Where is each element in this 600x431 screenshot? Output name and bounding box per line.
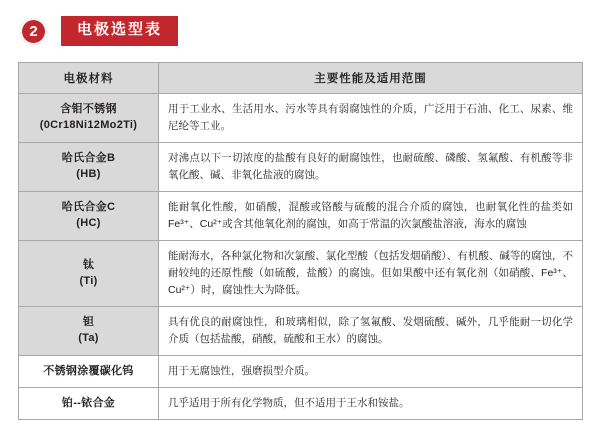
cell-material bbox=[19, 241, 159, 307]
material-name-line1: 含钼不锈钢 bbox=[60, 103, 117, 116]
cell-description: 能耐海水，各种氯化物和次氯酸、氯化型酸（包括发烟硝酸）、有机酸、碱等的腐蚀，不耐较纯的还原性酸（如硫酸，盐酸）的腐蚀。但如果酸中还有氧化剂（如硝酸、Fe³⁺、Cu²⁺）时，腐蚀性大为降低。 bbox=[159, 241, 583, 307]
cell-description: 能耐氧化性酸，如硝酸，混酸或铬酸与硫酸的混合介质的腐蚀，也耐氧化性的盐类如Fe³⁺、Cu²⁺或含其他氧化剂的腐蚀，如高于常温的次氯酸盐溶液，海水的腐蚀 bbox=[159, 192, 583, 241]
table-row bbox=[19, 94, 583, 143]
cell-description: 用于无腐蚀性，强磨损型介质。 bbox=[159, 356, 583, 388]
material-name-line1: 哈氏合金C bbox=[61, 201, 116, 214]
column-header-description: 主要性能及适用范围 bbox=[159, 63, 583, 94]
material-name-line1: 钽 bbox=[82, 316, 95, 329]
cell-description: 对沸点以下一切浓度的盐酸有良好的耐腐蚀性，也耐硫酸、磷酸、氢氟酸、有机酸等非氧化酸、碱、非氧化盐液的腐蚀。 bbox=[159, 143, 583, 192]
cell-material bbox=[19, 356, 159, 388]
cell-material bbox=[19, 307, 159, 356]
cell-description: 几乎适用于所有化学物质，但不适用于王水和铵盐。 bbox=[159, 388, 583, 420]
material-name-line2: (HB) bbox=[76, 168, 101, 180]
table-header bbox=[19, 63, 583, 94]
cell-description: 用于工业水、生活用水、污水等具有弱腐蚀性的介质，广泛用于石油、化工、尿素、维尼纶等工业。 bbox=[159, 94, 583, 143]
column-header-material: 电极材料 bbox=[19, 63, 159, 94]
table-header-row bbox=[19, 63, 583, 94]
cell-material bbox=[19, 388, 159, 420]
cell-description: 具有优良的耐腐蚀性，和玻璃相似，除了氢氟酸、发烟硫酸、碱外，几乎能耐一切化学介质（包括盐酸，硝酸，硫酸和王水）的腐蚀。 bbox=[159, 307, 583, 356]
section-number-badge: 2 bbox=[20, 18, 47, 45]
material-name-line1: 不锈钢涂覆碳化钨 bbox=[43, 364, 134, 377]
table-row bbox=[19, 356, 583, 388]
electrode-selection-table bbox=[18, 62, 583, 420]
table-row bbox=[19, 307, 583, 356]
page-title: 电极选型表 bbox=[61, 16, 178, 46]
table-row bbox=[19, 241, 583, 307]
cell-material bbox=[19, 143, 159, 192]
section-header bbox=[18, 14, 582, 48]
material-name-line2: (HC) bbox=[76, 217, 101, 229]
material-name-line2: (Ti) bbox=[79, 274, 98, 287]
table-row bbox=[19, 192, 583, 241]
cell-material bbox=[19, 94, 159, 143]
material-name-line1: 铂--铱合金 bbox=[61, 396, 116, 409]
cell-material bbox=[19, 192, 159, 241]
table-row bbox=[19, 388, 583, 420]
material-name-line1: 钛 bbox=[82, 258, 95, 271]
material-name-line2: (0Cr18Ni12Mo2Ti) bbox=[39, 119, 138, 131]
material-name-line2: (Ta) bbox=[78, 332, 99, 344]
table-body bbox=[19, 94, 583, 420]
material-name-line1: 哈氏合金B bbox=[61, 152, 116, 165]
table-row bbox=[19, 143, 583, 192]
